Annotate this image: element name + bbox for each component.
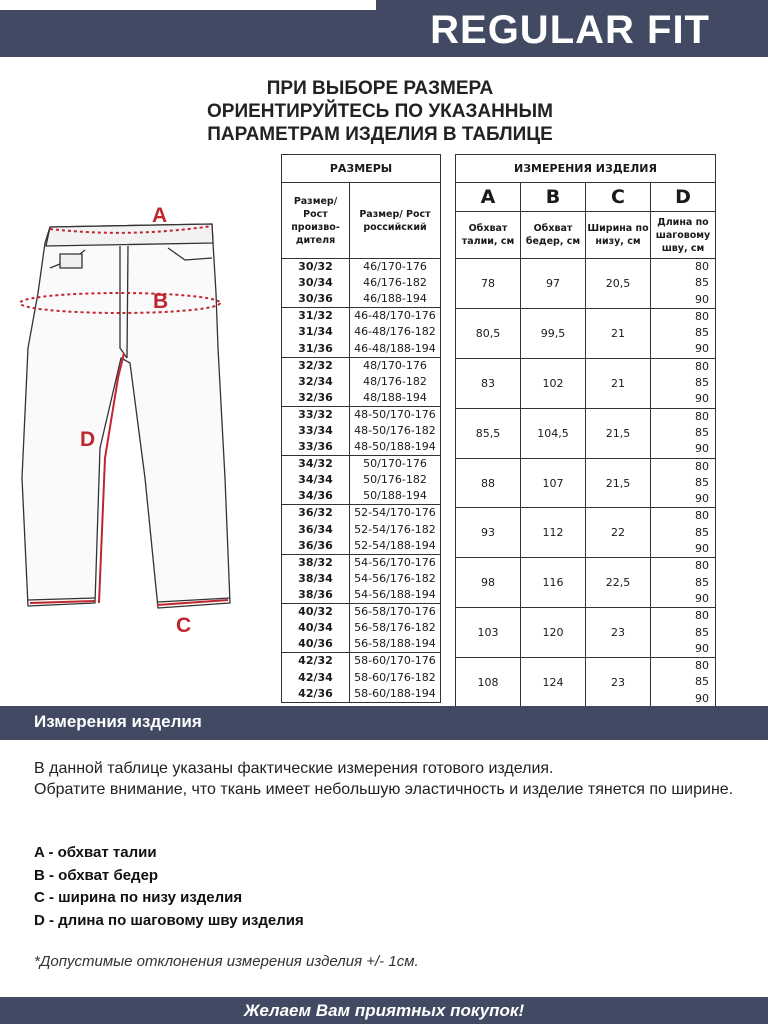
meas-d-cell: 85: [651, 275, 716, 291]
meas-c-cell: 21: [586, 308, 651, 358]
meas-d-cell: 85: [651, 375, 716, 391]
size-row: [282, 423, 441, 439]
mfr-size-cell: 30/32: [282, 259, 350, 276]
meas-b-cell: 99,5: [521, 308, 586, 358]
meas-c-cell: 20,5: [586, 259, 651, 309]
measurement-row: [456, 408, 716, 425]
size-row: [282, 505, 441, 522]
label-b: B: [153, 290, 169, 313]
measurement-legend: [34, 842, 304, 932]
info-paragraph-2: Обратите внимание, что ткань имеет небольшую эластичность и изделие тянется по ширине.: [34, 781, 734, 798]
size-row: [282, 308, 441, 325]
headline-line-1: ПРИ ВЫБОРЕ РАЗМЕРА: [266, 78, 494, 99]
meas-d-cell: 90: [651, 441, 716, 458]
size-row: [282, 538, 441, 555]
mfr-size-cell: 36/32: [282, 505, 350, 522]
mfr-size-cell: 31/32: [282, 308, 350, 325]
ru-size-cell: 48-50/188-194: [350, 439, 441, 456]
mfr-size-header: Размер/ Рост произво- дителя: [282, 183, 350, 259]
sizes-table-title: РАЗМЕРЫ: [282, 155, 441, 183]
ru-size-cell: 58-60/176-182: [350, 669, 441, 685]
waist-header: Обхват талии, см: [456, 212, 521, 259]
size-row: [282, 390, 441, 407]
ru-size-cell: 54-56/170-176: [350, 554, 441, 571]
size-row: [282, 341, 441, 358]
measurements-table-title: ИЗМЕРЕНИЯ ИЗДЕЛИЯ: [456, 155, 716, 183]
meas-d-cell: 80: [651, 358, 716, 375]
col-letter-a: A: [456, 183, 521, 212]
headline-line-3: ПАРАМЕТРАМ ИЗДЕЛИЯ В ТАБЛИЦЕ: [207, 124, 553, 145]
size-row: [282, 653, 441, 670]
sizes-table: [281, 154, 441, 703]
size-row: [282, 275, 441, 291]
meas-d-cell: 80: [651, 508, 716, 525]
mfr-size-cell: 38/32: [282, 554, 350, 571]
size-row: [282, 406, 441, 423]
measurement-row: [456, 358, 716, 375]
legend-item-b: B - обхват бедер: [34, 866, 159, 884]
meas-a-cell: 103: [456, 608, 521, 658]
meas-a-cell: 93: [456, 508, 521, 558]
meas-d-cell: 90: [651, 541, 716, 558]
size-row: [282, 604, 441, 621]
ru-size-cell: 46-48/176-182: [350, 324, 441, 340]
size-row: [282, 291, 441, 308]
meas-a-cell: 80,5: [456, 308, 521, 358]
meas-d-cell: 90: [651, 341, 716, 358]
mfr-size-cell: 42/36: [282, 686, 350, 703]
measurement-row: [456, 608, 716, 625]
measurement-row: [456, 558, 716, 575]
col-letter-b: B: [521, 183, 586, 212]
info-paragraph-1: В данной таблице указаны фактические измерения готового изделия.: [34, 760, 554, 777]
meas-d-cell: 85: [651, 525, 716, 541]
meas-d-cell: 85: [651, 575, 716, 591]
meas-d-cell: 80: [651, 408, 716, 425]
meas-b-cell: 107: [521, 458, 586, 508]
mfr-size-cell: 33/36: [282, 439, 350, 456]
measurement-row: [456, 308, 716, 325]
size-row: [282, 357, 441, 374]
section-title: Измерения изделия: [34, 712, 202, 731]
ru-size-cell: 46/176-182: [350, 275, 441, 291]
size-row: [282, 620, 441, 636]
mfr-size-cell: 40/34: [282, 620, 350, 636]
jeans-diagram: [0, 198, 240, 648]
mfr-size-cell: 33/34: [282, 423, 350, 439]
meas-d-cell: 85: [651, 625, 716, 641]
size-row: [282, 324, 441, 340]
ru-size-cell: 52-54/188-194: [350, 538, 441, 555]
meas-d-cell: 90: [651, 292, 716, 309]
label-d: D: [80, 428, 96, 451]
ru-size-cell: 54-56/176-182: [350, 571, 441, 587]
meas-c-cell: 21: [586, 358, 651, 408]
meas-d-cell: 90: [651, 691, 716, 708]
mfr-size-cell: 42/32: [282, 653, 350, 670]
meas-d-cell: 80: [651, 558, 716, 575]
ru-size-cell: 48-50/170-176: [350, 406, 441, 423]
meas-c-cell: 22,5: [586, 558, 651, 608]
meas-c-cell: 23: [586, 608, 651, 658]
meas-b-cell: 124: [521, 658, 586, 708]
ru-size-cell: 56-58/188-194: [350, 636, 441, 653]
headline: [150, 77, 610, 146]
mfr-size-cell: 38/36: [282, 587, 350, 604]
size-row: [282, 374, 441, 390]
meas-d-cell: 80: [651, 458, 716, 475]
ru-size-cell: 58-60/188-194: [350, 686, 441, 703]
mfr-size-cell: 32/34: [282, 374, 350, 390]
mfr-size-cell: 31/34: [282, 324, 350, 340]
tolerance-note: *Допустимые отклонения измерения изделия +/- 1см.: [34, 953, 419, 970]
meas-a-cell: 98: [456, 558, 521, 608]
size-row: [282, 686, 441, 703]
meas-d-cell: 80: [651, 259, 716, 276]
meas-d-cell: 85: [651, 674, 716, 690]
mfr-size-cell: 36/36: [282, 538, 350, 555]
ru-size-cell: 58-60/170-176: [350, 653, 441, 670]
headline-line-2: ОРИЕНТИРУЙТЕСЬ ПО УКАЗАННЫМ: [207, 101, 553, 122]
measurement-row: [456, 508, 716, 525]
meas-a-cell: 83: [456, 358, 521, 408]
ru-size-cell: 50/176-182: [350, 472, 441, 488]
size-row: [282, 439, 441, 456]
ru-size-cell: 52-54/170-176: [350, 505, 441, 522]
meas-b-cell: 112: [521, 508, 586, 558]
meas-d-cell: 85: [651, 325, 716, 341]
size-row: [282, 636, 441, 653]
meas-c-cell: 23: [586, 658, 651, 708]
jeans-outline: [22, 224, 230, 608]
meas-d-cell: 90: [651, 641, 716, 658]
meas-c-cell: 22: [586, 508, 651, 558]
mfr-size-cell: 34/34: [282, 472, 350, 488]
meas-d-cell: 80: [651, 608, 716, 625]
mfr-size-cell: 32/32: [282, 357, 350, 374]
mfr-size-cell: 31/36: [282, 341, 350, 358]
ru-size-cell: 52-54/176-182: [350, 521, 441, 537]
measurement-row: [456, 458, 716, 475]
legend-item-d: D - длина по шаговому шву изделия: [34, 911, 304, 929]
mfr-size-cell: 40/36: [282, 636, 350, 653]
hem-width-header: Ширина по низу, см: [586, 212, 651, 259]
meas-a-cell: 88: [456, 458, 521, 508]
size-row: [282, 259, 441, 276]
meas-a-cell: 85,5: [456, 408, 521, 458]
ru-size-cell: 46-48/170-176: [350, 308, 441, 325]
mfr-size-cell: 42/34: [282, 669, 350, 685]
size-row: [282, 472, 441, 488]
ru-size-header: Размер/ Рост российский: [350, 183, 441, 259]
mfr-size-cell: 38/34: [282, 571, 350, 587]
meas-d-cell: 90: [651, 391, 716, 408]
ru-size-cell: 50/188-194: [350, 488, 441, 505]
mfr-size-cell: 34/36: [282, 488, 350, 505]
meas-d-cell: 85: [651, 475, 716, 491]
ru-size-cell: 56-58/176-182: [350, 620, 441, 636]
size-row: [282, 571, 441, 587]
ru-size-cell: 48-50/176-182: [350, 423, 441, 439]
size-row: [282, 456, 441, 473]
col-letter-d: D: [651, 183, 716, 212]
mfr-size-cell: 30/36: [282, 291, 350, 308]
size-row: [282, 554, 441, 571]
size-row: [282, 669, 441, 685]
meas-b-cell: 104,5: [521, 408, 586, 458]
meas-c-cell: 21,5: [586, 458, 651, 508]
top-banner: [0, 0, 768, 57]
meas-d-cell: 90: [651, 591, 716, 608]
ru-size-cell: 56-58/170-176: [350, 604, 441, 621]
mfr-size-cell: 40/32: [282, 604, 350, 621]
meas-b-cell: 97: [521, 259, 586, 309]
mfr-size-cell: 36/34: [282, 521, 350, 537]
inseam-header: Длина по шаговому шву, см: [651, 212, 716, 259]
meas-d-cell: 80: [651, 658, 716, 675]
meas-b-cell: 102: [521, 358, 586, 408]
ru-size-cell: 46-48/188-194: [350, 341, 441, 358]
legend-item-c: C - ширина по низу изделия: [34, 889, 243, 906]
measurement-row: [456, 658, 716, 675]
mfr-size-cell: 32/36: [282, 390, 350, 407]
mfr-size-cell: 33/32: [282, 406, 350, 423]
size-row: [282, 488, 441, 505]
ru-size-cell: 46/170-176: [350, 259, 441, 276]
mfr-size-cell: 34/32: [282, 456, 350, 473]
fit-title: REGULAR FIT: [430, 8, 710, 52]
label-a: A: [152, 204, 168, 227]
meas-c-cell: 21,5: [586, 408, 651, 458]
meas-b-cell: 120: [521, 608, 586, 658]
measurement-row: [456, 259, 716, 276]
measurements-table: [455, 154, 716, 708]
ru-size-cell: 48/188-194: [350, 390, 441, 407]
hips-header: Обхват бедер, см: [521, 212, 586, 259]
label-c: C: [176, 614, 192, 637]
meas-a-cell: 108: [456, 658, 521, 708]
ru-size-cell: 46/188-194: [350, 291, 441, 308]
section-bar: [0, 706, 768, 740]
ru-size-cell: 48/176-182: [350, 374, 441, 390]
size-row: [282, 521, 441, 537]
ru-size-cell: 48/170-176: [350, 357, 441, 374]
meas-d-cell: 90: [651, 491, 716, 508]
meas-d-cell: 80: [651, 308, 716, 325]
legend-item-a: A - обхват талии: [34, 844, 157, 861]
size-row: [282, 587, 441, 604]
meas-a-cell: 78: [456, 259, 521, 309]
footer-message: Желаем Вам приятных покупок!: [243, 1001, 525, 1020]
footer-bar: [0, 997, 768, 1024]
mfr-size-cell: 30/34: [282, 275, 350, 291]
meas-b-cell: 116: [521, 558, 586, 608]
ru-size-cell: 54-56/188-194: [350, 587, 441, 604]
col-letter-c: C: [586, 183, 651, 212]
ru-size-cell: 50/170-176: [350, 456, 441, 473]
meas-d-cell: 85: [651, 425, 716, 441]
